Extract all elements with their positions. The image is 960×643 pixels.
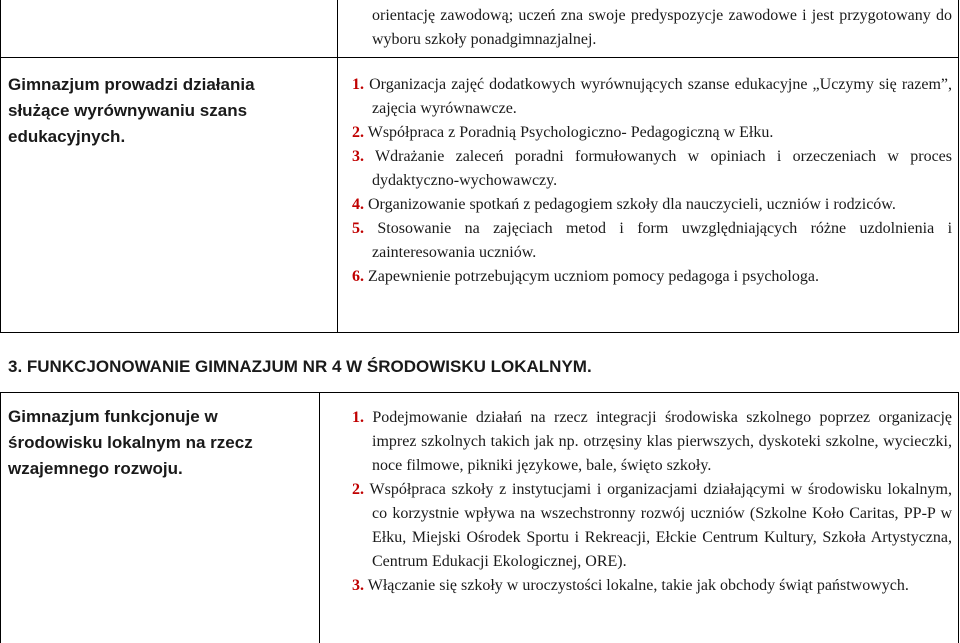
item-number: 2. xyxy=(352,124,364,141)
item-number: 4. xyxy=(352,196,364,213)
table1-divider xyxy=(337,0,338,333)
item-number: 2. xyxy=(352,481,364,498)
item-text: Współpraca z Poradnią Psychologiczno- Pedagogiczną w Ełku. xyxy=(367,124,774,141)
list-item xyxy=(352,73,952,121)
item-number: 6. xyxy=(352,268,364,285)
table1-left-border xyxy=(0,0,1,333)
item-text: Podejmowanie działań na rzecz integracji środowiska szkolnego poprzez organizację imprez szkolnych takich jak np. otrzęsiny klas pierwszych, dyskoteki szkolne, wycieczki, noce filmowe, pikniki językowe, bale, święto szkoły. xyxy=(372,409,952,474)
local-community-heading: Gimnazjum funkcjonuje w środowisku lokalnym na rzecz wzajemnego rozwoju. xyxy=(8,407,253,478)
list-item xyxy=(352,145,952,193)
list-item xyxy=(352,217,952,265)
table2-top-border xyxy=(0,392,959,393)
list-item xyxy=(352,265,952,289)
equal-opportunities-heading: Gimnazjum prowadzi działania służące wyrównywaniu szans edukacyjnych. xyxy=(8,75,255,146)
table1-row-separator xyxy=(0,57,959,58)
equal-opportunities-list xyxy=(352,73,952,289)
item-text: Zapewnienie potrzebującym uczniom pomocy pedagoga i psychologa. xyxy=(368,268,819,285)
table1-bottom-border xyxy=(0,332,959,333)
career-orientation-text: orientację zawodową; uczeń zna swoje predyspozycje zawodowe i jest przygotowany do wyboru szkoły ponadgimnazjalnej. xyxy=(372,7,952,48)
local-community-list xyxy=(352,406,952,598)
item-number: 1. xyxy=(352,76,364,93)
table2-left-border xyxy=(0,392,1,643)
item-text: Wdrażanie zaleceń poradni formułowanych w opiniach i orzeczeniach w proces dydaktyczno-wychowawczy. xyxy=(372,148,952,189)
item-number: 3. xyxy=(352,577,364,594)
list-item xyxy=(352,121,952,145)
table2-right-border xyxy=(958,392,959,643)
item-text: Współpraca szkoły z instytucjami i organizacjami działającymi w środowisku lokalnym, co korzystnie wpływa na wszechstronny rozwój uczniów (Szkolne Koło Caritas, PP-P w Ełku, Miejski Ośrodek Sportu i Rekreacji, Ełckie Centrum Kultury, Szkoła Artystyczna, Centrum Edukacji Ekologicznej, ORE). xyxy=(369,481,952,570)
table1-right-border xyxy=(958,0,959,333)
list-item xyxy=(352,406,952,478)
list-item xyxy=(352,193,952,217)
item-number: 1. xyxy=(352,409,364,426)
item-text: Organizacja zajęć dodatkowych wyrównujących szanse edukacyjne „Uczymy się razem”, zajęcia wyrównawcze. xyxy=(369,76,953,117)
item-text: Organizowanie spotkań z pedagogiem szkoły dla nauczycieli, uczniów i rodziców. xyxy=(368,196,896,213)
item-number: 5. xyxy=(352,220,364,237)
item-text: Włączanie się szkoły w uroczystości lokalne, takie jak obchody świąt państwowych. xyxy=(367,577,909,594)
list-item xyxy=(352,478,952,574)
item-number: 3. xyxy=(352,148,364,165)
list-item xyxy=(352,574,952,598)
section-heading: 3. FUNKCJONOWANIE GIMNAZJUM NR 4 W ŚRODOWISKU LOKALNYM. xyxy=(8,357,592,376)
item-text: Stosowanie na zajęciach metod i form uwzględniających różne uzdolnienia i zainteresowania uczniów. xyxy=(372,220,953,261)
table2-divider xyxy=(319,392,320,643)
